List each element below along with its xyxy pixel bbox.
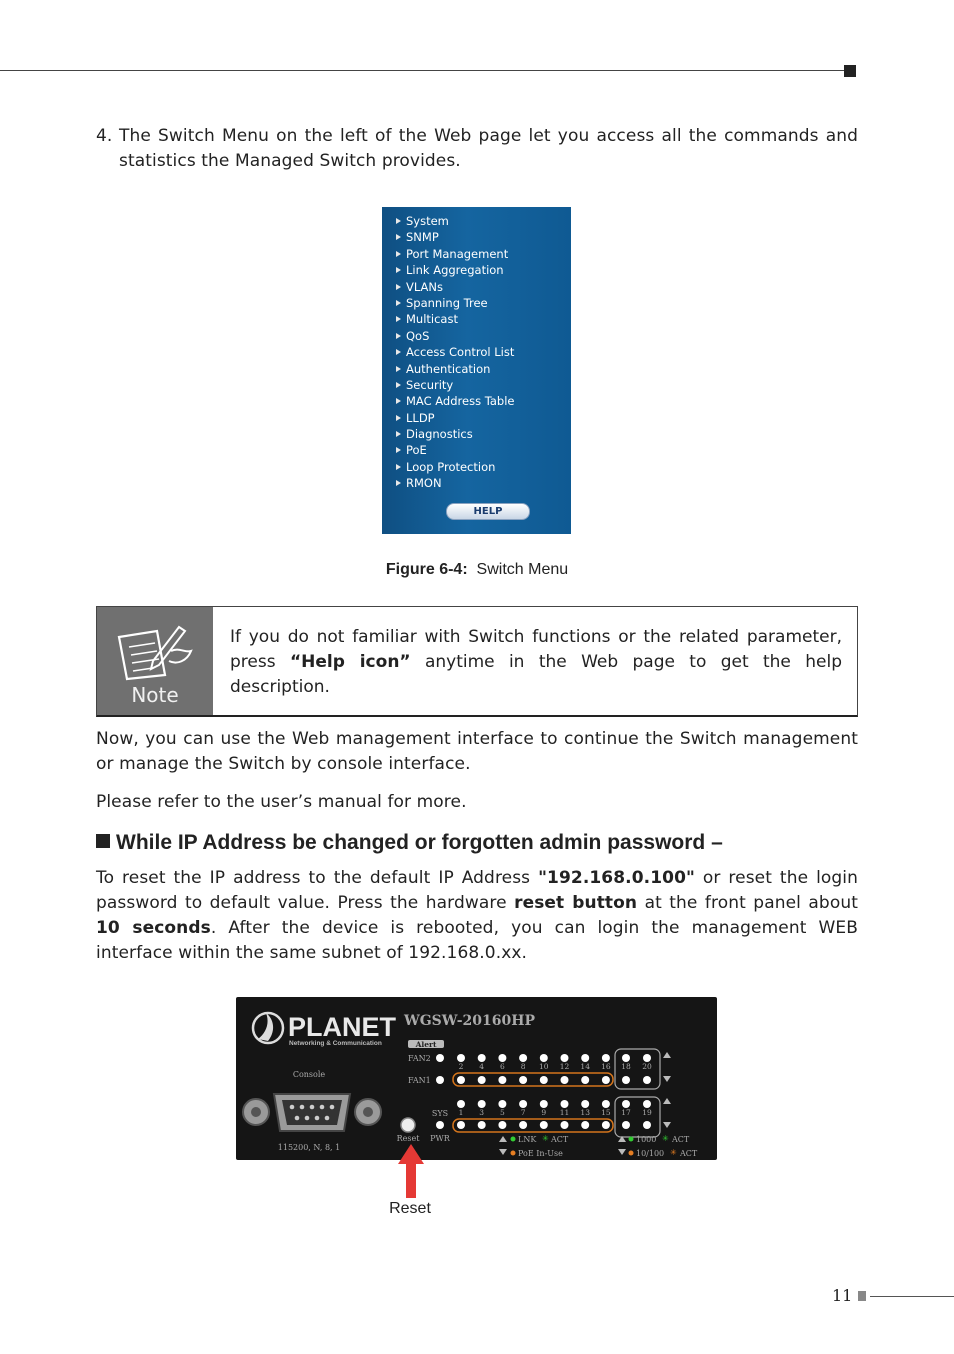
- port-number-label: 16: [601, 1062, 611, 1071]
- port-link-led: [498, 1054, 506, 1062]
- act-label-2: ACT: [672, 1135, 690, 1144]
- port-link-led: [540, 1100, 548, 1108]
- switch-front-panel: [236, 997, 717, 1160]
- menu-item-label: Link Aggregation: [406, 263, 504, 278]
- menu-item-label: Port Management: [406, 246, 509, 261]
- menu-item[interactable]: [396, 295, 571, 311]
- reset-button-term: reset button: [514, 893, 638, 913]
- menu-arrow-icon: [396, 398, 401, 404]
- menu-item-label: VLANs: [406, 279, 443, 294]
- menu-item-label: Diagnostics: [406, 427, 473, 442]
- menu-arrow-icon: [396, 382, 401, 388]
- menu-arrow-icon: [396, 415, 401, 421]
- fan2-label: FAN2: [408, 1054, 431, 1063]
- note-label: Note: [131, 683, 179, 707]
- footer-square: [858, 1291, 866, 1301]
- fan2-led: [436, 1054, 444, 1062]
- port-poe-led: [581, 1121, 589, 1129]
- figure-label: Figure 6-4:: [385, 561, 468, 578]
- help-button[interactable]: HELP: [446, 503, 530, 520]
- port-link-led: [561, 1100, 569, 1108]
- page-number: 11: [832, 1286, 853, 1305]
- sfp-port-label: 20: [642, 1062, 652, 1071]
- port-number-label: 15: [601, 1108, 611, 1117]
- menu-item-label: LLDP: [406, 410, 435, 425]
- sfp-led: [643, 1054, 651, 1062]
- port-poe-led: [602, 1121, 610, 1129]
- sfp-led: [622, 1121, 630, 1129]
- port-link-led: [519, 1054, 527, 1062]
- sys-led: [436, 1121, 444, 1129]
- reset-paragraph: [96, 866, 858, 966]
- step-number: 4.: [96, 126, 113, 146]
- note-text: [230, 625, 842, 700]
- sys-label: SYS: [431, 1109, 449, 1118]
- port-poe-led: [602, 1076, 610, 1084]
- console-port[interactable]: [243, 1094, 381, 1131]
- reset-button[interactable]: [401, 1118, 415, 1132]
- pwr-label: PWR: [430, 1134, 450, 1143]
- port-poe-led: [561, 1076, 569, 1084]
- port-link-led: [602, 1100, 610, 1108]
- menu-item[interactable]: [396, 393, 571, 409]
- menu-item-label: Security: [406, 377, 454, 392]
- menu-item[interactable]: [396, 262, 571, 278]
- reset-text: To reset the IP address to the default IP Address: [96, 868, 539, 888]
- default-ip: "192.168.0.100": [538, 868, 695, 888]
- port-link-led: [478, 1100, 486, 1108]
- port-link-led: [581, 1054, 589, 1062]
- menu-item-label: System: [406, 214, 449, 228]
- port-poe-led: [540, 1121, 548, 1129]
- port-number-label: 13: [580, 1108, 590, 1117]
- poe-in-use-label: PoE In-Use: [518, 1149, 563, 1158]
- port-poe-led: [519, 1121, 527, 1129]
- brand-name: PLANET: [288, 1012, 396, 1042]
- header-rule: [0, 70, 846, 71]
- figure-caption: [0, 561, 954, 579]
- menu-arrow-icon: [396, 447, 401, 453]
- front-panel-drawing: [236, 997, 717, 1160]
- step-text: The Switch Menu on the left of the Web page let you access all the commands and statistics the Managed Switch provides.: [119, 126, 858, 171]
- port-number-label: 3: [479, 1108, 485, 1117]
- reset-text: at the front panel about: [637, 893, 858, 913]
- fan1-label: FAN1: [408, 1076, 431, 1085]
- note-text-part: If you do not familiar with Switch functions or the related parameter, press: [230, 627, 842, 672]
- port-number-label: 8: [520, 1062, 526, 1071]
- port-link-led: [478, 1054, 486, 1062]
- speed-1000-label: 1000: [636, 1135, 657, 1144]
- header-square: [844, 65, 856, 77]
- menu-arrow-icon: [396, 464, 401, 470]
- port-link-led: [602, 1054, 610, 1062]
- lnk-label: LNK: [518, 1135, 537, 1144]
- menu-item[interactable]: [396, 475, 571, 491]
- reset-arrow-icon: [396, 1142, 426, 1200]
- port-link-led: [519, 1100, 527, 1108]
- port-poe-led: [498, 1121, 506, 1129]
- menu-arrow-icon: [396, 316, 401, 322]
- port-number-label: 6: [500, 1062, 505, 1071]
- port-poe-led: [478, 1121, 486, 1129]
- reset-duration: 10 seconds: [96, 918, 211, 938]
- port-poe-led: [457, 1076, 465, 1084]
- port-number-label: 7: [520, 1108, 526, 1117]
- note-panel: [97, 607, 213, 715]
- note-text-part: anytime in the Web page to get the help description.: [230, 652, 842, 697]
- menu-item-label: MAC Address Table: [406, 394, 515, 409]
- port-number-label: 14: [580, 1062, 590, 1071]
- menu-arrow-icon: [396, 366, 401, 372]
- port-poe-led: [581, 1076, 589, 1084]
- blink-icon: ✳: [670, 1148, 677, 1157]
- menu-item[interactable]: [396, 328, 571, 344]
- port-led-grid: [457, 1054, 652, 1129]
- menu-arrow-icon: [396, 300, 401, 306]
- menu-item[interactable]: [396, 311, 571, 327]
- fan1-led: [436, 1076, 444, 1084]
- brand-sub: Networking & Communication: [289, 1040, 382, 1047]
- menu-arrow-icon: [396, 251, 401, 257]
- menu-item-label: Access Control List: [406, 345, 515, 360]
- port-link-led: [457, 1054, 465, 1062]
- port-number-label: 2: [458, 1062, 464, 1071]
- reset-text: or reset the login password to default value. Press the hardware: [96, 868, 858, 913]
- port-number-label: 1: [458, 1108, 464, 1117]
- menu-item[interactable]: [396, 426, 571, 442]
- speed-10100-led-icon: [629, 1151, 634, 1156]
- arrow-up-icon: [663, 1052, 671, 1058]
- menu-arrow-icon: [396, 234, 401, 240]
- menu-item-label: QoS: [406, 328, 430, 343]
- menu-item[interactable]: [396, 229, 571, 245]
- port-number-label: 12: [559, 1062, 570, 1071]
- paragraph-now: Now, you can use the Web management interface to continue the Switch management or manage the Switch by console interface.: [96, 729, 858, 774]
- menu-arrow-icon: [396, 480, 401, 486]
- port-poe-led: [540, 1076, 548, 1084]
- sfp-port-label: 17: [621, 1108, 631, 1117]
- poe-led-icon: [511, 1151, 516, 1156]
- menu-item-label: Authentication: [406, 361, 491, 376]
- switch-menu-list: [382, 207, 571, 492]
- switch-menu: [382, 207, 571, 534]
- sfp-led: [643, 1121, 651, 1129]
- menu-item-label: Spanning Tree: [406, 295, 488, 310]
- port-number-label: 10: [539, 1062, 549, 1071]
- menu-arrow-icon: [396, 218, 401, 224]
- step-4-paragraph: [96, 124, 858, 174]
- sfp-led: [643, 1100, 651, 1108]
- sfp-port-label: 19: [642, 1108, 652, 1117]
- blink-icon: ✳: [662, 1134, 669, 1143]
- port-number-label: 5: [500, 1108, 505, 1117]
- sfp-led: [622, 1100, 630, 1108]
- heading-text: While IP Address be changed or forgotten admin password –: [116, 831, 723, 854]
- menu-item-label: RMON: [406, 476, 442, 491]
- port-link-led: [540, 1054, 548, 1062]
- arrow-up-icon: [663, 1098, 671, 1104]
- heading-bullet: [96, 834, 110, 848]
- arrow-down-icon: [663, 1076, 671, 1082]
- paragraph-refer: Please refer to the user’s manual for more.: [96, 792, 467, 812]
- sfp-port-label: 18: [621, 1062, 631, 1071]
- footer-rule: [870, 1296, 954, 1297]
- port-number-label: 11: [559, 1108, 570, 1117]
- model-name: WGSW-20160HP: [404, 1013, 536, 1029]
- note-pen-icon: [113, 621, 197, 681]
- port-poe-led: [498, 1076, 506, 1084]
- menu-item[interactable]: [396, 377, 571, 393]
- reset-text: . After the device is rebooted, you can login the management WEB interface within the same subnet of 192.168.0.xx.: [96, 918, 858, 963]
- port-number-label: 9: [541, 1108, 547, 1117]
- menu-item[interactable]: [396, 246, 571, 262]
- menu-item[interactable]: [396, 344, 571, 360]
- reset-label: Reset: [396, 1134, 420, 1143]
- section-heading: [96, 831, 723, 855]
- port-poe-led: [457, 1121, 465, 1129]
- menu-arrow-icon: [396, 431, 401, 437]
- reset-callout: Reset: [389, 1200, 431, 1217]
- port-link-led: [498, 1100, 506, 1108]
- alert-label: Alert: [415, 1040, 437, 1049]
- port-link-led: [561, 1054, 569, 1062]
- menu-item[interactable]: [396, 279, 571, 295]
- blink-icon: ✳: [542, 1134, 549, 1143]
- note-box: [96, 606, 858, 717]
- legend-down-icon: [499, 1149, 507, 1155]
- port-poe-led: [561, 1121, 569, 1129]
- sfp-bottom-frame: [615, 1097, 660, 1137]
- menu-item[interactable]: [396, 213, 571, 229]
- sfp-led: [643, 1076, 651, 1084]
- port-poe-led: [478, 1076, 486, 1084]
- sfp-led: [622, 1076, 630, 1084]
- planet-logo-icon: [253, 1013, 283, 1043]
- arrow-down-icon: [663, 1122, 671, 1128]
- menu-arrow-icon: [396, 349, 401, 355]
- menu-item-label: Multicast: [406, 312, 458, 327]
- speed-10100-label: 10/100: [636, 1149, 665, 1158]
- menu-item[interactable]: [396, 410, 571, 426]
- port-poe-led: [519, 1076, 527, 1084]
- figure-title: Switch Menu: [476, 561, 569, 578]
- menu-item-label: SNMP: [406, 230, 439, 245]
- speed-1000-led-icon: [629, 1137, 634, 1142]
- menu-arrow-icon: [396, 333, 401, 339]
- legend-up-icon: [499, 1136, 507, 1142]
- menu-item[interactable]: [396, 459, 571, 475]
- port-link-led: [581, 1100, 589, 1108]
- legend-down-icon: [618, 1149, 626, 1155]
- menu-item-label: Loop Protection: [406, 459, 496, 474]
- act-label: ACT: [551, 1135, 569, 1144]
- note-text-bold: “Help icon”: [289, 652, 411, 672]
- console-settings: 115200, N, 8, 1: [277, 1143, 341, 1152]
- menu-arrow-icon: [396, 284, 401, 290]
- port-number-label: 4: [479, 1062, 485, 1071]
- act-label-3: ACT: [680, 1149, 698, 1158]
- menu-item[interactable]: [396, 361, 571, 377]
- port-link-led: [457, 1100, 465, 1108]
- console-label: Console: [292, 1070, 326, 1079]
- menu-item-label: PoE: [406, 443, 427, 458]
- menu-arrow-icon: [396, 267, 401, 273]
- lnk-led-icon: [511, 1137, 516, 1142]
- menu-item[interactable]: [396, 442, 571, 458]
- sfp-led: [622, 1054, 630, 1062]
